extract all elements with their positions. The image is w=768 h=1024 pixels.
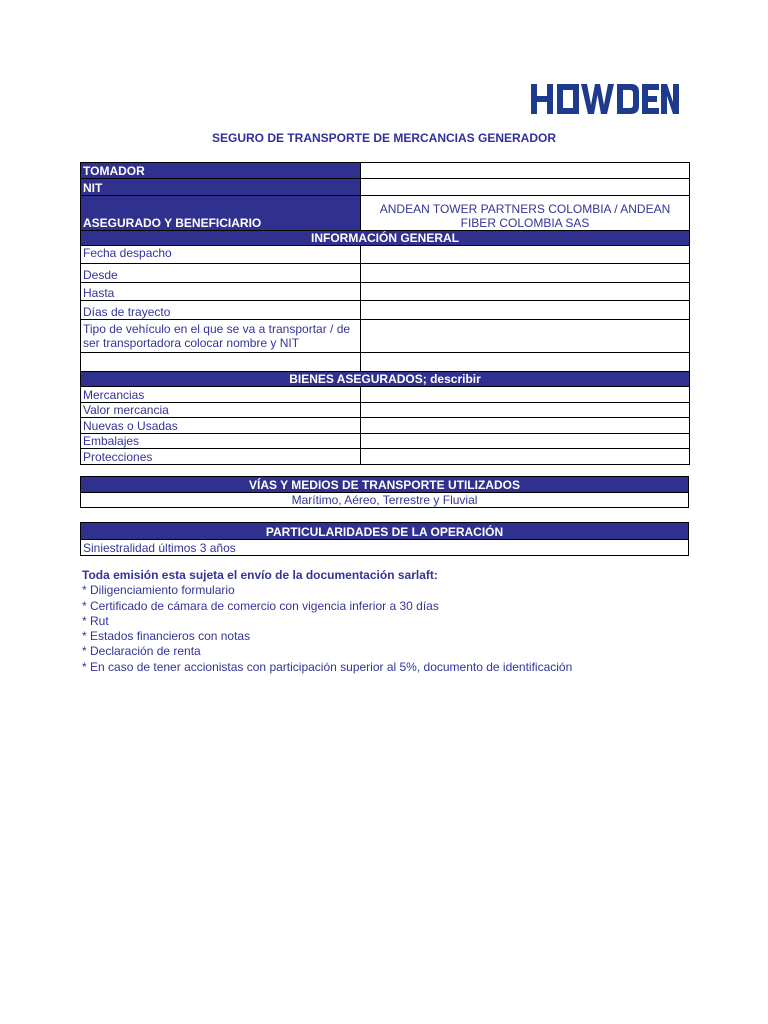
list-item: * En caso de tener accionistas con participación superior al 5%, documento de identificación: [82, 659, 573, 674]
table-row: [81, 163, 690, 179]
valor-mercancia-field[interactable]: [361, 403, 690, 418]
blank-label: [81, 353, 361, 372]
hasta-label: Hasta: [81, 283, 361, 301]
tomador-label: TOMADOR: [81, 163, 361, 179]
howden-logo-mark: [531, 83, 679, 115]
operation-table: [80, 522, 689, 556]
main-form-table: [80, 162, 690, 465]
table-row: [81, 523, 689, 540]
list-item: * Estados financieros con notas: [82, 629, 251, 644]
table-row: [81, 403, 690, 418]
table-row: [81, 320, 690, 353]
valor-mercancia-label: Valor mercancia: [81, 403, 361, 418]
table-row: [81, 387, 690, 403]
list-item: * Declaración de renta: [82, 644, 201, 659]
fecha-despacho-field[interactable]: [361, 246, 690, 264]
table-row: [81, 493, 689, 508]
list-item: * Diligenciamiento formulario: [82, 583, 235, 598]
nuevas-usadas-field[interactable]: [361, 418, 690, 434]
nuevas-usadas-label: Nuevas o Usadas: [81, 418, 361, 434]
nit-field[interactable]: [361, 179, 690, 196]
blank-field[interactable]: [361, 353, 690, 372]
table-row: [81, 231, 690, 246]
notes-title: Toda emisión esta sujeta el envío de la documentación sarlaft:: [82, 568, 438, 582]
table-row: [81, 264, 690, 283]
transport-table: [80, 476, 689, 508]
table-row: [81, 449, 690, 465]
embalajes-label: Embalajes: [81, 434, 361, 449]
protecciones-label: Protecciones: [81, 449, 361, 465]
asegurado-label: ASEGURADO Y BENEFICIARIO: [81, 196, 361, 231]
transport-value[interactable]: Marítimo, Aéreo, Terrestre y Fluvial: [81, 493, 689, 508]
table-row: [81, 477, 689, 493]
siniestralidad-field[interactable]: Siniestralidad últimos 3 años: [81, 540, 689, 556]
asegurado-field[interactable]: ANDEAN TOWER PARTNERS COLOMBIA / ANDEAN FIBER COLOMBIA SAS: [361, 196, 690, 231]
table-row: [81, 283, 690, 301]
tipo-vehiculo-field[interactable]: [361, 320, 690, 353]
table-row: [81, 246, 690, 264]
tipo-vehiculo-label: Tipo de vehículo en el que se va a transportar / de ser transportadora colocar nombre y NIT: [81, 320, 361, 353]
embalajes-field[interactable]: [361, 434, 690, 449]
transport-header: VÍAS Y MEDIOS DE TRANSPORTE UTILIZADOS: [81, 477, 689, 493]
hasta-field[interactable]: [361, 283, 690, 301]
table-row: [81, 179, 690, 196]
table-row: [81, 418, 690, 434]
sarlaft-notes: [82, 568, 572, 675]
document-title: SEGURO DE TRANSPORTE DE MERCANCIAS GENERADOR: [211, 131, 557, 145]
protecciones-field[interactable]: [361, 449, 690, 465]
mercancias-field[interactable]: [361, 387, 690, 403]
table-row: [81, 540, 689, 556]
mercancias-label: Mercancias: [81, 387, 361, 403]
desde-field[interactable]: [361, 264, 690, 283]
insured-goods-header: BIENES ASEGURADOS; describir: [81, 372, 690, 387]
table-row: [81, 301, 690, 320]
desde-label: Desde: [81, 264, 361, 283]
fecha-despacho-label: Fecha despacho: [81, 246, 361, 264]
notes-list: [82, 583, 572, 675]
nit-label: NIT: [81, 179, 361, 196]
table-row: [81, 372, 690, 387]
list-item: * Certificado de cámara de comercio con vigencia inferior a 30 días: [82, 598, 439, 613]
table-row: [81, 353, 690, 372]
table-row: [81, 434, 690, 449]
operation-header: PARTICULARIDADES DE LA OPERACIÓN: [81, 523, 689, 540]
dias-trayecto-label: Días de trayecto: [81, 301, 361, 320]
general-info-header: INFORMACIÓN GENERAL: [81, 231, 690, 246]
dias-trayecto-field[interactable]: [361, 301, 690, 320]
howden-logo: [531, 83, 679, 115]
table-row: [81, 196, 690, 231]
tomador-field[interactable]: [361, 163, 690, 179]
list-item: * Rut: [82, 613, 109, 628]
